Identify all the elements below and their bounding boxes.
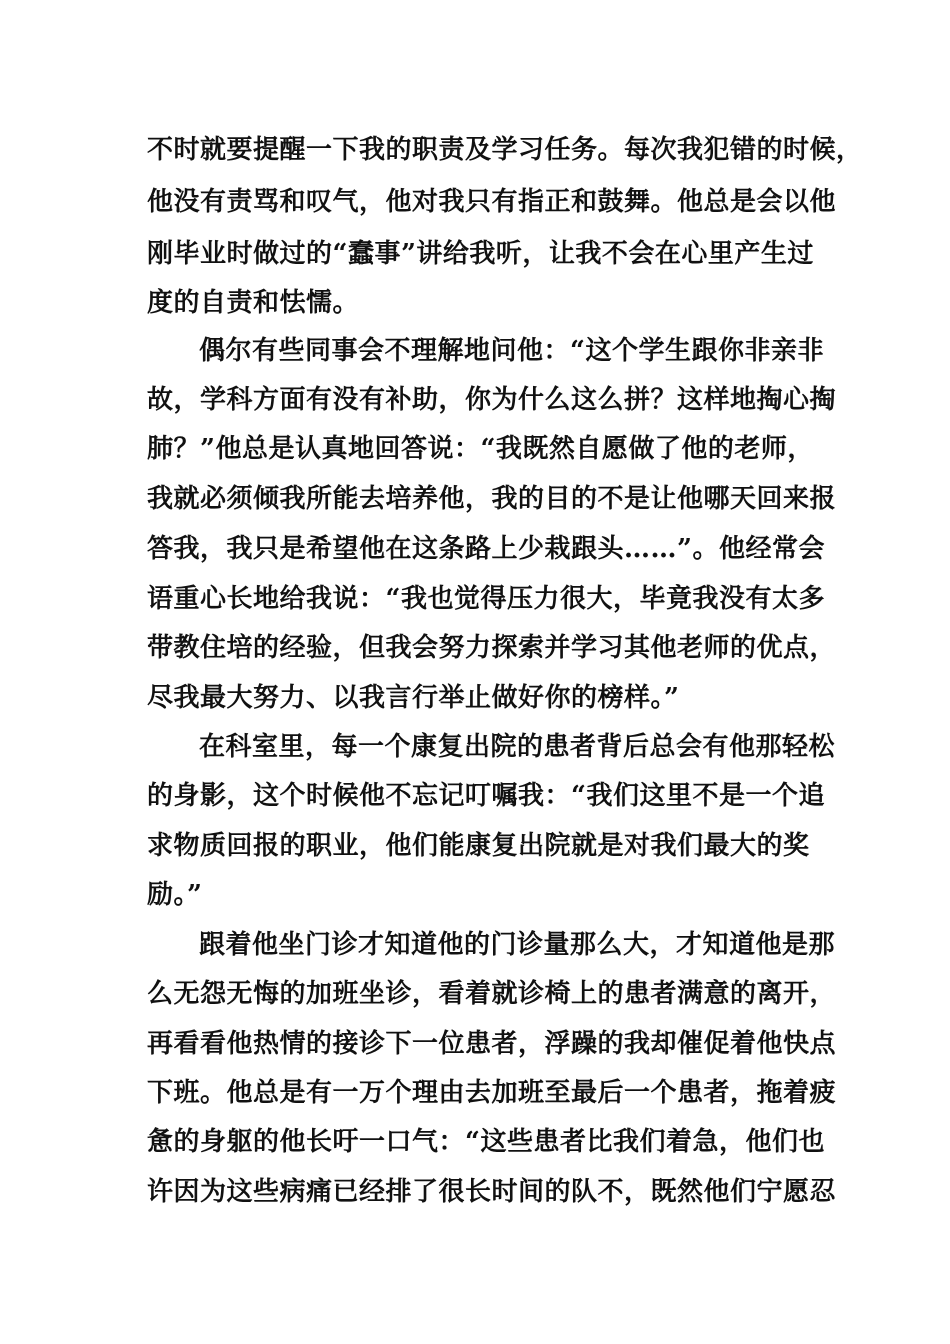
text-line: 再看看他热情的接诊下一位患者，浮躁的我却催促着他快点 bbox=[147, 1029, 837, 1059]
text-line: 不时就要提醒一下我的职责及学习任务。每次我犯错的时候， bbox=[147, 135, 863, 165]
paragraph-first-line: 偶尔有些同事会不理解地问他：“这个学生跟你非亲非 bbox=[199, 336, 824, 366]
text-line: 下班。他总是有一万个理由去加班至最后一个患者，拖着疲 bbox=[147, 1078, 837, 1108]
text-line: 么无怨无悔的加班坐诊，看着就诊椅上的患者满意的离开， bbox=[147, 979, 837, 1009]
text-line: 刚毕业时做过的“蠢事”讲给我听，让我不会在心里产生过 bbox=[147, 239, 814, 269]
text-line: 的身影，这个时候他不忘记叮嘱我：“我们这里不是一个追 bbox=[147, 781, 825, 811]
text-line: 故，学科方面有没有补助，你为什么这么拼？这样地掏心掏 bbox=[147, 385, 837, 415]
text-line: 尽我最大努力、以我言行举止做好你的榜样。” bbox=[147, 683, 680, 713]
text-line: 肺？”他总是认真地回答说：“我既然自愿做了他的老师， bbox=[147, 434, 814, 464]
text-line: 我就必须倾我所能去培养他，我的目的不是让他哪天回来报 bbox=[147, 484, 837, 514]
text-line: 答我，我只是希望他在这条路上少栽跟头……”。他经常会 bbox=[147, 534, 825, 564]
text-line: 度的自责和怯懦。 bbox=[147, 288, 360, 318]
text-line: 励。” bbox=[147, 880, 203, 910]
text-line: 求物质回报的职业，他们能康复出院就是对我们最大的奖 bbox=[147, 831, 810, 861]
paragraph-first-line: 跟着他坐门诊才知道他的门诊量那么大，才知道他是那 bbox=[199, 930, 836, 960]
text-line: 他没有责骂和叹气，他对我只有指正和鼓舞。他总是会以他 bbox=[147, 187, 837, 217]
paragraph-first-line: 在科室里，每一个康复出院的患者背后总会有他那轻松 bbox=[199, 732, 836, 762]
text-line: 带教住培的经验，但我会努力探索并学习其他老师的优点， bbox=[147, 633, 837, 663]
text-line: 语重心长地给我说：“我也觉得压力很大，毕竟我没有太多 bbox=[147, 584, 825, 614]
text-line: 许因为这些病痛已经排了很长时间的队不，既然他们宁愿忍 bbox=[147, 1177, 837, 1207]
text-line: 惫的身躯的他长吁一口气：“这些患者比我们着急，他们也 bbox=[147, 1127, 825, 1157]
